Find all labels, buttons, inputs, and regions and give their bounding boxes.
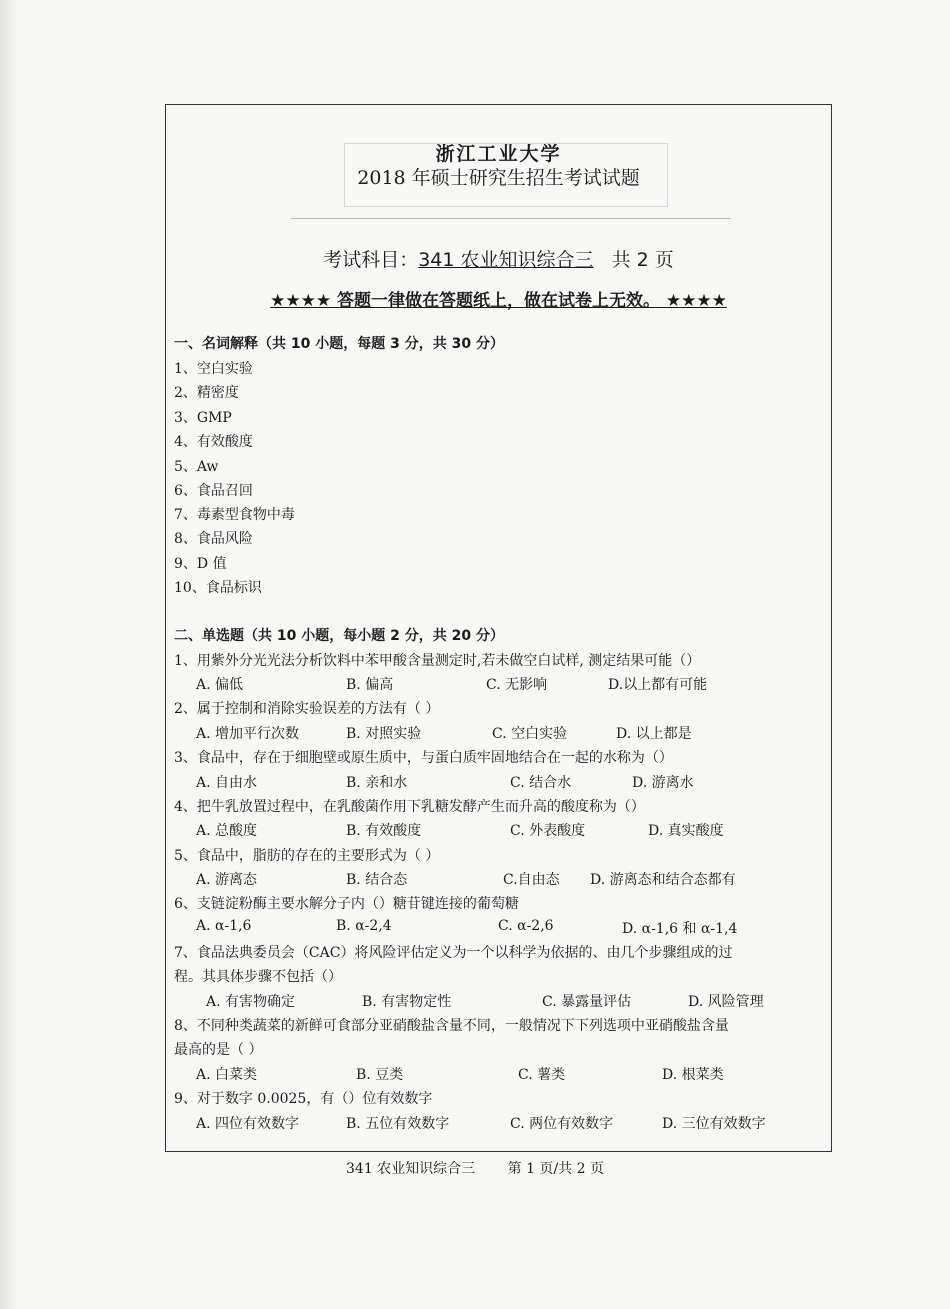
option-a: A. 自由水 bbox=[196, 775, 258, 791]
option-d: D. 游离水 bbox=[632, 775, 694, 791]
question-stem: 3、食品中，存在于细胞壁或原生质中，与蛋白质牢固地结合在一起的水称为（） bbox=[174, 750, 673, 766]
question-options bbox=[196, 1064, 796, 1084]
question-stem: 2、属于控制和消除实验误差的方法有（ ） bbox=[174, 701, 440, 717]
option-c: C. 暴露量评估 bbox=[542, 994, 632, 1010]
exam-paper-frame bbox=[165, 104, 832, 1152]
option-c: C. 薯类 bbox=[518, 1067, 566, 1083]
option-a: A. 偏低 bbox=[196, 677, 244, 693]
term-item: 4、有效酸度 bbox=[174, 434, 253, 450]
question-options bbox=[206, 991, 806, 1011]
option-a: A. 有害物确定 bbox=[206, 994, 296, 1010]
option-c: C. 两位有效数字 bbox=[510, 1116, 614, 1132]
option-b: B. 有害物定性 bbox=[362, 994, 452, 1010]
subject-prefix: 考试科目： bbox=[323, 249, 419, 271]
exam-title: 2018 年硕士研究生招生考试试题 bbox=[357, 167, 640, 189]
option-d: D. 以上都是 bbox=[616, 726, 692, 742]
option-d: D. 风险管理 bbox=[688, 994, 764, 1010]
term-item: 8、食品风险 bbox=[174, 531, 253, 547]
option-d: D. 游离态和结合态都有 bbox=[590, 872, 736, 888]
footer-subject: 341 农业知识综合三 bbox=[346, 1161, 476, 1177]
option-b: B. 有效酸度 bbox=[346, 823, 422, 839]
option-c: C. α-2,6 bbox=[498, 918, 554, 934]
question-options bbox=[196, 772, 796, 792]
section1-heading: 一、名词解释（共 10 小题，每题 3 分，共 30 分） bbox=[174, 336, 504, 352]
option-b: B. 对照实验 bbox=[346, 726, 422, 742]
footer-page-number: 第 1 页/共 2 页 bbox=[507, 1161, 604, 1177]
option-d: D. α-1,6 和 α-1,4 bbox=[622, 921, 738, 937]
option-b: B. α-2,4 bbox=[336, 918, 392, 934]
option-c: C. 无影响 bbox=[486, 677, 548, 693]
option-b: B. 五位有效数字 bbox=[346, 1116, 450, 1132]
option-a: A. 白菜类 bbox=[196, 1067, 258, 1083]
question-options bbox=[196, 820, 796, 840]
question-stem: 8、不同种类蔬菜的新鲜可食部分亚硝酸盐含量不同，一般情况下下列选项中亚硝酸盐含量 bbox=[174, 1018, 729, 1034]
answer-notice: ★★★★ 答题一律做在答题纸上，做在试卷上无效。 ★★★★ bbox=[270, 291, 727, 311]
option-c: C.自由态 bbox=[503, 872, 560, 888]
option-a: A. 总酸度 bbox=[196, 823, 258, 839]
term-item: 5、Aw bbox=[174, 459, 219, 475]
question-stem: 4、把牛乳放置过程中，在乳酸菌作用下乳糖发酵产生而升高的酸度称为（） bbox=[174, 799, 645, 815]
header-divider bbox=[291, 218, 731, 219]
question-stem: 程。其具体步骤不包括（） bbox=[174, 969, 342, 985]
term-item: 2、精密度 bbox=[174, 385, 239, 401]
option-a: A. 四位有效数字 bbox=[196, 1116, 300, 1132]
term-item: 3、GMP bbox=[174, 410, 232, 426]
term-item: 1、空白实验 bbox=[174, 361, 253, 377]
option-a: A. 游离态 bbox=[196, 872, 258, 888]
term-item: 9、D 值 bbox=[174, 556, 227, 572]
option-d: D.以上都有可能 bbox=[608, 677, 708, 693]
option-a: A. α-1,6 bbox=[196, 918, 252, 934]
page-count: 共 2 页 bbox=[611, 249, 674, 271]
option-d: D. 三位有效数字 bbox=[662, 1116, 766, 1132]
option-d: D. 真实酸度 bbox=[648, 823, 724, 839]
option-c: C. 结合水 bbox=[510, 775, 572, 791]
section2-heading: 二、单选题（共 10 小题，每小题 2 分，共 20 分） bbox=[174, 628, 504, 644]
option-b: B. 豆类 bbox=[356, 1067, 404, 1083]
option-b: B. 亲和水 bbox=[346, 775, 408, 791]
subject-name: 341 农业知识综合三 bbox=[418, 249, 594, 271]
question-stem: 1、用紫外分光光法分析饮料中苯甲酸含量测定时,若未做空白试样, 测定结果可能（） bbox=[174, 653, 701, 669]
option-b: B. 偏高 bbox=[346, 677, 394, 693]
question-stem: 9、对于数字 0.0025，有（）位有效数字 bbox=[174, 1091, 433, 1107]
question-stem: 最高的是（ ） bbox=[174, 1042, 263, 1058]
option-b: B. 结合态 bbox=[346, 872, 408, 888]
option-d: D. 根菜类 bbox=[662, 1067, 724, 1083]
term-item: 6、食品召回 bbox=[174, 483, 253, 499]
option-a: A. 增加平行次数 bbox=[196, 726, 300, 742]
question-stem: 6、支链淀粉酶主要水解分子内（）糖苷键连接的葡萄糖 bbox=[174, 896, 519, 912]
question-options bbox=[196, 674, 796, 694]
question-stem: 7、食品法典委员会（CAC）将风险评估定义为一个以科学为依据的、由几个步骤组成的过 bbox=[174, 945, 733, 961]
exam-subject-line bbox=[166, 245, 831, 272]
term-item: 7、毒素型食物中毒 bbox=[174, 507, 295, 523]
page-footer bbox=[0, 1158, 950, 1178]
option-c: C. 外表酸度 bbox=[510, 823, 586, 839]
question-options bbox=[196, 1113, 796, 1133]
option-c: C. 空白实验 bbox=[492, 726, 568, 742]
question-options bbox=[196, 723, 796, 743]
university-name: 浙江工业大学 bbox=[435, 143, 562, 165]
question-options bbox=[196, 869, 796, 889]
term-item: 10、食品标识 bbox=[174, 580, 262, 596]
question-options bbox=[196, 918, 796, 938]
question-stem: 5、食品中，脂肪的存在的主要形式为（ ） bbox=[174, 848, 440, 864]
scan-shadow bbox=[0, 0, 18, 1309]
